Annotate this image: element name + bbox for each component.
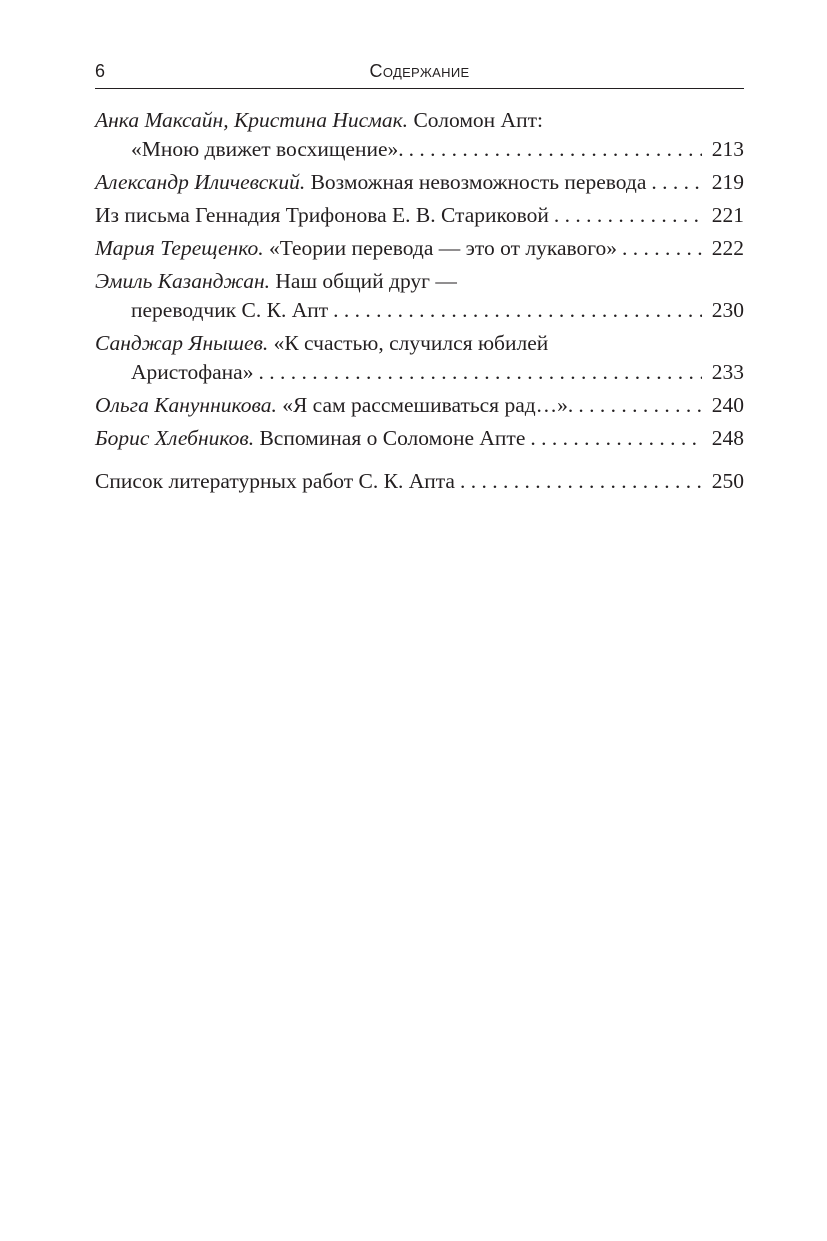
- toc-page-number: 230: [711, 298, 744, 322]
- toc-entry-line: [95, 201, 744, 230]
- toc-entry[interactable]: [95, 234, 744, 263]
- toc-author: Мария Терещенко.: [95, 236, 264, 260]
- toc-page-number: 219: [711, 170, 744, 194]
- toc-title: «Теории перевода — это от лукавого»: [268, 236, 618, 260]
- dot-leader: [525, 424, 702, 453]
- dot-leader: [328, 296, 702, 325]
- toc-title: «Я сам рассмешиваться рад…».: [282, 393, 574, 417]
- toc-entry-line: [95, 467, 744, 496]
- toc-page-number: 213: [711, 137, 744, 161]
- toc-author: Анка Максайн, Кристина Нисмак.: [95, 108, 409, 132]
- toc-title: Из письма Геннадия Трифонова Е. В. Стариковой: [95, 203, 549, 227]
- toc-entry-line: [95, 168, 744, 197]
- page-number: 6: [95, 61, 106, 81]
- toc-title-continued: переводчик С. К. Апт: [131, 298, 329, 322]
- dot-leader: [617, 234, 702, 263]
- dot-leader: [573, 391, 702, 420]
- dot-leader: [404, 135, 702, 164]
- toc-title: Наш общий друг —: [275, 269, 457, 293]
- toc-author: Александр Иличевский.: [95, 170, 306, 194]
- toc-page-number: 233: [711, 360, 744, 384]
- toc-entry[interactable]: [95, 424, 744, 453]
- toc-title: Вспоминая о Соломоне Апте: [259, 426, 526, 450]
- toc-author: Эмиль Казанджан.: [95, 269, 270, 293]
- toc-entry-line: [95, 329, 744, 358]
- toc-entry[interactable]: [95, 168, 744, 197]
- toc-title-continued: «Мною движет восхищение».: [131, 137, 404, 161]
- toc-author: Борис Хлебников.: [95, 426, 255, 450]
- toc-entry-line: [95, 234, 744, 263]
- toc-author: Ольга Канунникова.: [95, 393, 277, 417]
- toc-entry[interactable]: [95, 267, 744, 325]
- toc-entry-line: [95, 391, 744, 420]
- toc-title: Возможная невозможность перевода: [310, 170, 647, 194]
- toc-entry[interactable]: [95, 391, 744, 420]
- dot-leader: [646, 168, 702, 197]
- toc-page-number: 240: [711, 393, 744, 417]
- toc-page-number: 222: [711, 236, 744, 260]
- dot-leader: [253, 358, 702, 387]
- toc-entry[interactable]: [95, 467, 744, 496]
- toc-page-number: 250: [711, 469, 744, 493]
- toc-page-number: 248: [711, 426, 744, 450]
- toc-entry-line: [95, 267, 744, 296]
- dot-leader: [549, 201, 702, 230]
- toc-entry[interactable]: [95, 329, 744, 387]
- dot-leader: [455, 467, 702, 496]
- toc-title: «К счастью, случился юбилей: [273, 331, 549, 355]
- toc-title: Соломон Апт:: [413, 108, 543, 132]
- toc-entry[interactable]: [95, 106, 744, 164]
- table-of-contents: [95, 106, 744, 500]
- toc-title: Список литературных работ С. К. Апта: [95, 469, 455, 493]
- toc-entry-line: [95, 106, 744, 135]
- toc-entry[interactable]: [95, 201, 744, 230]
- toc-author: Санджар Янышев.: [95, 331, 269, 355]
- running-header: [95, 58, 744, 89]
- toc-entry-line: [95, 296, 744, 325]
- toc-entry-line: [95, 135, 744, 164]
- toc-title-continued: Аристофана»: [131, 360, 254, 384]
- running-title: Содержание: [369, 61, 470, 81]
- toc-entry-line: [95, 424, 744, 453]
- toc-entry-line: [95, 358, 744, 387]
- toc-page-number: 221: [711, 203, 744, 227]
